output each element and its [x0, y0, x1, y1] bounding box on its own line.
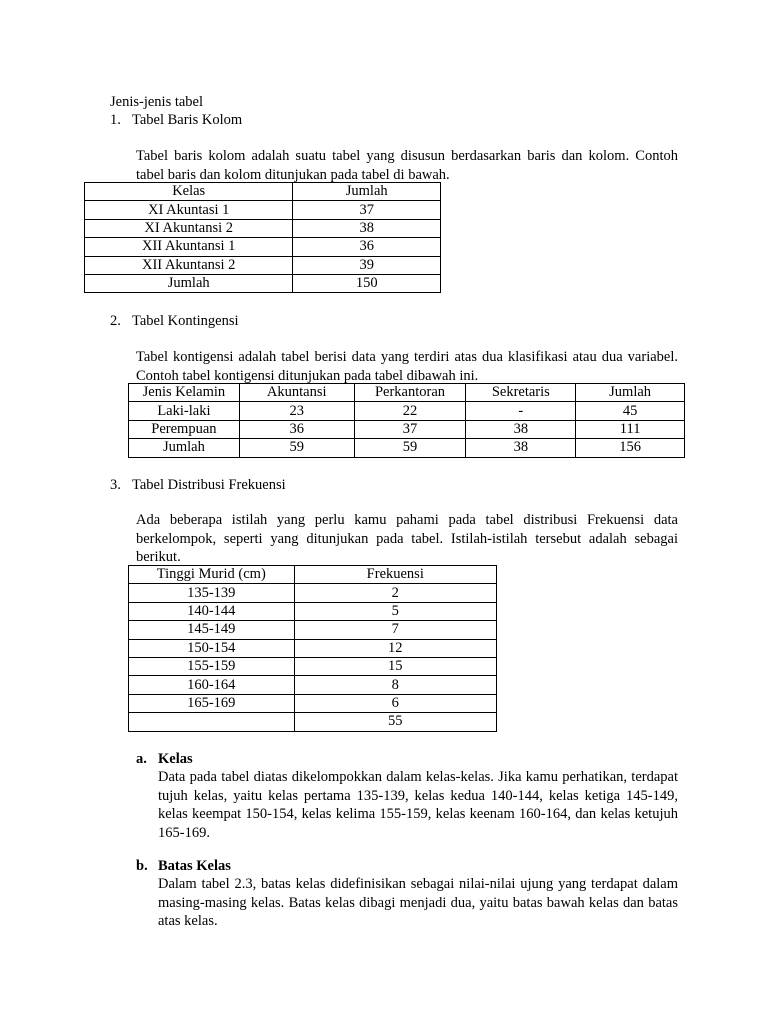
table-cell: 8 — [294, 676, 496, 694]
table-row — [129, 584, 497, 602]
table-cell: 38 — [466, 439, 576, 457]
table-cell: 155-159 — [129, 657, 295, 675]
section-1-number: 1. — [110, 112, 121, 128]
table-header-cell: Akuntansi — [239, 384, 354, 402]
table-cell: 55 — [294, 713, 496, 731]
table-cell: 150-154 — [129, 639, 295, 657]
table-cell: 135-139 — [129, 584, 295, 602]
table-cell: XI Akuntansi 2 — [85, 219, 293, 237]
table-cell: Laki-laki — [129, 402, 240, 420]
table-cell: 45 — [576, 402, 685, 420]
table-cell: 36 — [293, 238, 441, 256]
table-row — [129, 420, 685, 438]
table-row — [129, 713, 497, 731]
table-header-cell: Perkantoran — [354, 384, 466, 402]
subsection-a-title: Kelas — [158, 751, 193, 767]
table-cell: 2 — [294, 584, 496, 602]
table-row — [85, 274, 441, 292]
table-kontingensi — [128, 383, 685, 458]
table-cell: 39 — [293, 256, 441, 274]
table-header-cell: Kelas — [85, 183, 293, 201]
table-distribusi-frekuensi — [128, 565, 497, 732]
table-cell: 145-149 — [129, 621, 295, 639]
table-row — [129, 657, 497, 675]
table-cell: 5 — [294, 602, 496, 620]
table-cell: 12 — [294, 639, 496, 657]
table-header-row — [85, 183, 441, 201]
table-row — [129, 694, 497, 712]
table-cell: 165-169 — [129, 694, 295, 712]
section-2-number: 2. — [110, 313, 121, 329]
subsection-a-heading — [136, 750, 193, 769]
table-cell: XI Akuntasi 1 — [85, 201, 293, 219]
table-cell: 160-164 — [129, 676, 295, 694]
subsection-b-letter: b. — [136, 858, 148, 874]
document-title: Jenis-jenis tabel — [110, 94, 204, 110]
table-row — [129, 602, 497, 620]
table-row — [129, 676, 497, 694]
subsection-a-letter: a. — [136, 751, 147, 767]
section-2-title: Tabel Kontingensi — [132, 313, 239, 329]
table-cell: 36 — [239, 420, 354, 438]
table-cell — [129, 713, 295, 731]
table-row — [85, 201, 441, 219]
table-row — [85, 238, 441, 256]
table-cell: 150 — [293, 274, 441, 292]
table-cell: 38 — [293, 219, 441, 237]
table-header-row — [129, 384, 685, 402]
table-cell: Jumlah — [129, 439, 240, 457]
subsection-b-title: Batas Kelas — [158, 858, 231, 874]
table-cell: Perempuan — [129, 420, 240, 438]
table-row — [129, 621, 497, 639]
table-cell: 140-144 — [129, 602, 295, 620]
subsection-a-paragraph: Data pada tabel diatas dikelompokkan dalam kelas-kelas. Jika kamu perhatikan, terdapat tujuh kelas, yaitu kelas pertama 135-139, kelas kedua 140-144, kelas ketiga 145-149, kelas keempat 150-154, kelas kelima 155-159, kelas keenam 160-164, dan kelas ketujuh 165-169. — [158, 769, 678, 841]
table-cell: 59 — [354, 439, 466, 457]
subsection-b-heading — [136, 857, 231, 876]
table-row — [129, 402, 685, 420]
table-cell: 38 — [466, 420, 576, 438]
table-header-cell: Jumlah — [293, 183, 441, 201]
table-header-cell: Jenis Kelamin — [129, 384, 240, 402]
subsection-b-paragraph: Dalam tabel 2.3, batas kelas didefinisikan sebagai nilai-nilai ujung yang terdapat dalam masing-masing kelas. Batas kelas dibagi menjadi dua, yaitu batas bawah kelas dan batas atas kelas. — [158, 876, 678, 929]
table-cell: XII Akuntansi 2 — [85, 256, 293, 274]
table-cell: 111 — [576, 420, 685, 438]
table-baris-kolom — [84, 182, 441, 293]
table-cell: 37 — [293, 201, 441, 219]
table-cell: 22 — [354, 402, 466, 420]
section-2-paragraph: Tabel kontigensi adalah tabel berisi data yang terdiri atas dua klasifikasi atau dua variabel. Contoh tabel kontigensi ditunjukan pada tabel dibawah ini. — [136, 349, 678, 384]
section-3-title: Tabel Distribusi Frekuensi — [132, 477, 286, 493]
table-cell: 23 — [239, 402, 354, 420]
table-row — [85, 256, 441, 274]
table-header-cell: Sekretaris — [466, 384, 576, 402]
section-1-title: Tabel Baris Kolom — [132, 112, 243, 128]
table-row — [129, 439, 685, 457]
table-row — [129, 639, 497, 657]
table-cell: 15 — [294, 657, 496, 675]
section-1-heading — [110, 111, 242, 130]
table-cell: 6 — [294, 694, 496, 712]
table-cell: XII Akuntansi 1 — [85, 238, 293, 256]
section-3-number: 3. — [110, 477, 121, 493]
table-header-cell: Frekuensi — [294, 566, 496, 584]
table-cell: Jumlah — [85, 274, 293, 292]
table-cell: 7 — [294, 621, 496, 639]
table-cell: - — [466, 402, 576, 420]
table-header-cell: Tinggi Murid (cm) — [129, 566, 295, 584]
table-cell: 156 — [576, 439, 685, 457]
section-3-paragraph: Ada beberapa istilah yang perlu kamu pahami pada tabel distribusi Frekuensi data berkelompok, seperti yang ditunjukan pada tabel. Istilah-istilah tersebut adalah sebagai berikut. — [136, 512, 678, 565]
table-cell: 37 — [354, 420, 466, 438]
section-2-heading — [110, 312, 239, 331]
table-row — [85, 219, 441, 237]
table-cell: 59 — [239, 439, 354, 457]
section-1-paragraph: Tabel baris kolom adalah suatu tabel yang disusun berdasarkan baris dan kolom. Contoh tabel baris dan kolom ditunjukan pada tabel di bawah. — [136, 148, 678, 183]
section-3-heading — [110, 476, 286, 495]
table-header-row — [129, 566, 497, 584]
table-header-cell: Jumlah — [576, 384, 685, 402]
